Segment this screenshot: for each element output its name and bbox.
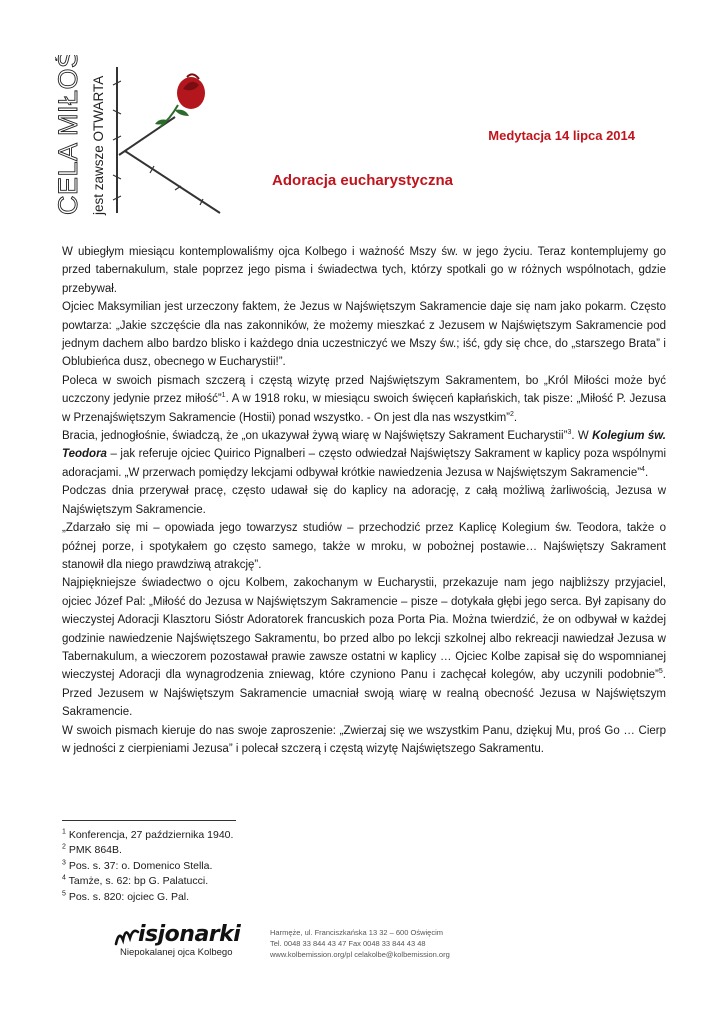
brand-subtitle: Niepokalanej ojca Kolbego <box>120 947 233 958</box>
phone-fax: Tel. 0048 33 844 43 47 Fax 0048 33 844 43 48 <box>270 939 426 948</box>
paragraph: Ojciec Maksymilian jest urzeczony faktem, że Jezus w Najświętszym Sakramencie daje się nam jako pokarm. Często powtarza: „Jakie szczęście dla nas zakonników, że możemy mieszkać z Jezusem w Najświętszym Sakramencie pod jednym dachem albo bardzo blisko i każdego dnia uczestniczyć we Mszy św.; iść, gdy się chce, do „starszego Brata” i Oblubieńca dusz, obecnego w Eucharystii!”. <box>62 301 666 369</box>
meditation-date: Medytacja 14 lipca 2014 <box>488 128 635 143</box>
footnote: $^1$ Konferencja, 27 października 1940. <box>62 828 234 841</box>
paragraph: W swoich pismach kieruje do nas swoje zaproszenie: „Zwierzaj się we wszystkim Panu, dziękuj Mu, proś Go … Cierp w jedności z cierpieniami Jezusa” i polecał szczerą i częstą wizytę Najświętszego Sakramentu. <box>62 724 666 755</box>
footnote: $^4$ Tamże, s. 62: bp G. Palatucci. <box>62 874 209 888</box>
footnote: $^5$ Pos. s. 820: ojciec G. Pal. <box>62 890 190 903</box>
paragraph: W ubiegłym miesiącu kontemplowaliśmy ojca Kolbego i ważność Mszy św. w jego życiu. Teraz kontemplujemy go przed tabernakulum, stale poprzez jego pisma i świadectwa tych, którzy spotkali go w różnych wspólnotach, gdzie przebywał. <box>62 246 666 295</box>
paragraph: Bracia, jednogłośnie, świadczą, że „on ukazywał żywą wiarę w Najświętszy Sakrament Eucharystii”$^3$. W Kolegium św. Teodora – jak referuje ojciec Quirico Pignalberi – często odwiedzał Najświętszy Sakrament w kaplicy poza wspólnymi adoracjami. „W przerwach pomiędzy lekcjami odbywał krótkie nawiedzenia Jezusa w Najświętszym Sakramencie”$^4$. <box>62 429 666 479</box>
address: Harmęże, ul. Franciszkańska 13 32 – 600 Oświęcim <box>270 928 443 937</box>
footnote-ref: 2 <box>510 410 514 418</box>
brand-name: isjonarki <box>138 922 241 947</box>
article-body <box>62 243 666 758</box>
logo-sub-text: jest zawsze OTWARTA <box>91 75 106 215</box>
paragraph: Najpiękniejsze świadectwo o ojcu Kolbem, zakochanym w Eucharystii, przekazuje nam jego najbliższy przyjaciel, ojciec Józef Pal: „Miłość do Jezusa w Najświętszym Sakramencie – pisze – dotykała głębi jego serca. Był zapisany do wieczystej Adoracji Klasztoru Sióstr Adoratorek francuskich poza Porta Pia. Można twierdzić, że on odbywał w każdej godzinie nawiedzenie Najświętszego Sakramentu, bo przed albo po lekcji szkolnej albo rekreacji nawiedzał Jezusa w Tabernakulum, a wieczorem pozostawał prawie zawsze ostatni w kaplicy … Ojciec Kolbe zapisał się do wspomnianej wieczystej Adoracji dla wynagrodzenia zniewag, które czyniono Panu i zachęcał kolegów, aby uczynili podobnie”$^5$. Przed Jezusem w Najświętszym Sakramencie umacniał swoją wiarę w realną obecność Jezusa w Najświętszym Sakramencie. <box>62 577 666 719</box>
footnote-ref: 4 <box>641 466 645 474</box>
footnote-ref: 5 <box>658 668 663 676</box>
footnote-divider <box>62 820 236 821</box>
misjonarki-logo <box>118 922 258 964</box>
web-email[interactable]: www.kolbemission.org/pl celakolbe@kolbemission.org <box>270 950 450 959</box>
cela-milosci-logo <box>55 55 235 225</box>
logo-main-text: CELA MIŁOŚCI <box>55 55 83 215</box>
footnote: $^2$ PMK 864B. <box>62 843 122 857</box>
footnote-ref: 1 <box>221 392 226 400</box>
college-name: Kolegium św. Teodora <box>62 430 666 461</box>
footnotes <box>62 828 233 905</box>
paragraph: „Zdarzało się mi – opowiada jego towarzysz studiów – przechodzić przez Kaplicę Kolegium św. Teodora, także o późnej porze, i spotykałem go często samego, także w mroku, w pobożnej postawie… Najświętszy Sakrament stanowił dla niego prawdziwą atrakcję”. <box>62 522 666 571</box>
footnote-ref: 3 <box>567 429 572 437</box>
paragraph: Podczas dnia przerywał pracę, często udawał się do kaplicy na adorację, z całą możliwą żarliwością, Jezusa w Najświętszym Sakramencie. <box>62 485 666 516</box>
contact-info <box>270 927 450 960</box>
paragraph: Poleca w swoich pismach szczerą i częstą wizytę przed Najświętszym Sakramentem, bo „Król Miłości może być uczczony jedynie przez miłość”$^1$. A w 1918 roku, w miesiącu swoich święceń kapłańskich, tak pisze: „Miłość P. Jezusa w Przenajświętszym Sakramencie (Hostii) ponad wszystko. - On jest dla nas wszystkim”$^2$. <box>62 374 666 424</box>
rose-icon <box>155 74 205 127</box>
misjonarki-m-icon <box>114 922 140 948</box>
footnote: $^3$ Pos. s. 37: o. Domenico Stella. <box>62 859 213 872</box>
page-title: Adoracja eucharystyczna <box>272 172 453 189</box>
